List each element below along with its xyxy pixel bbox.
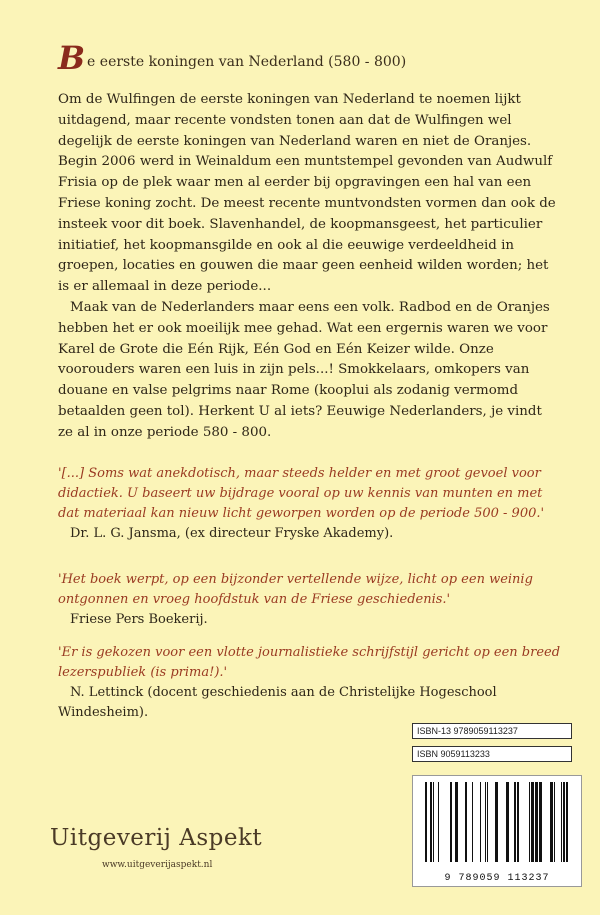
barcode-number: 9 789059 113237 [444, 873, 550, 884]
publisher-website: www.uitgeverijaspekt.nl [102, 860, 213, 870]
isbn10-label: ISBN 9059113233 [412, 746, 572, 762]
review-quote-text: '[...] Soms wat anekdotisch, maar steeds helder en met groot gevoel voor didactiek. U baseert uw bijdrage vooral op uw kennis van munten en met dat materiaal kan nieuw licht geworpen worden op de periode 500 - 900.' [58, 466, 545, 521]
barcode-bar [472, 782, 473, 862]
barcode-bar [487, 782, 488, 862]
blurb-paragraph-1: Om de Wulfingen de eerste koningen van Nederland te noemen lijkt uitdagend, maar recente vondsten tonen aan dat de Wulfingen wel degelijk de eerste koningen van Nederland waren en niet de Oranjes. Begin 2006 werd in Weinaldum een muntstempel gevonden van Audwulf Frisia op de plek waar men al eerder bij opgravingen een hal van een Friese koning zocht. De meest recente muntvondsten vormen dan ook de insteek voor dit boek. Slavenhandel, de koopmansgeest, het particulier initiatief, het koopmansgilde en ook al die eeuwige verdeeldheid in groepen, locaties en gouwen die maar geen eenheid wilden worden; het is er allemaal in deze periode... [58, 92, 556, 295]
barcode-bar [535, 782, 538, 862]
barcode [412, 775, 582, 887]
drop-cap-letter: B [58, 39, 86, 77]
blurb [58, 90, 556, 444]
barcode-bar [529, 782, 530, 862]
review-quote-text: 'Het boek werpt, op een bijzonder vertellende wijze, licht op een weinig ontgonnen en vroeg hoofdstuk van de Friese geschiedenis.' [58, 572, 533, 607]
barcode-bar [485, 782, 486, 862]
barcode-bar [430, 782, 432, 862]
review-quote-source: Friese Pers Boekerij. [70, 612, 208, 627]
isbn13-label: ISBN-13 9789059113237 [412, 723, 572, 739]
isbn-labels [412, 723, 572, 769]
barcode-bar [514, 782, 516, 862]
review-quote-2 [58, 570, 563, 630]
barcode-bar [450, 782, 452, 862]
barcode-bar [425, 782, 427, 862]
barcode-bar [495, 782, 498, 862]
barcode-bar [550, 782, 553, 862]
barcode-bar [480, 782, 481, 862]
barcode-bar [465, 782, 467, 862]
barcode-bar [517, 782, 519, 862]
barcode-bar [539, 782, 542, 862]
cover-heading [58, 39, 558, 77]
publisher-logo: Uitgeverij Aspekt [50, 825, 263, 851]
barcode-bars [413, 776, 581, 868]
barcode-bar [455, 782, 458, 862]
barcode-bar [561, 782, 562, 862]
barcode-bar [566, 782, 568, 862]
barcode-bar [438, 782, 439, 862]
barcode-bar [563, 782, 565, 862]
barcode-bar [433, 782, 434, 862]
review-quote-source: Dr. L. G. Jansma, (ex directeur Fryske Akademy). [70, 526, 394, 541]
review-quote-text: 'Er is gekozen voor een vlotte journalistieke schrijfstijl gericht op een breed lezerspubliek (is prima!).' [58, 645, 561, 680]
review-quote-3 [58, 643, 563, 723]
review-quote-source: N. Lettinck (docent geschiedenis aan de Christelijke Hogeschool Windesheim). [58, 685, 497, 720]
book-title: e eerste koningen van Nederland (580 - 800) [87, 54, 407, 70]
review-quote-1 [58, 464, 563, 544]
blurb-paragraph-2: Maak van de Nederlanders maar eens een volk. Radbod en de Oranjes hebben het er ook moeilijk mee gehad. Wat een ergernis waren we voor Karel de Grote die Eén Rijk, Eén God en Eén Keizer wilde. Onze voorouders waren een luis in zijn pels...! Smokkelaars, omkopers van douane en valse pelgrims naar Rome (kooplui als zodanig vermomd betaalden geen tol). Herkent U al iets? Eeuwige Nederlanders, je vindt ze al in onze periode 580 - 800. [58, 299, 550, 440]
barcode-bar [554, 782, 555, 862]
barcode-bar [531, 782, 534, 862]
barcode-bar [506, 782, 509, 862]
